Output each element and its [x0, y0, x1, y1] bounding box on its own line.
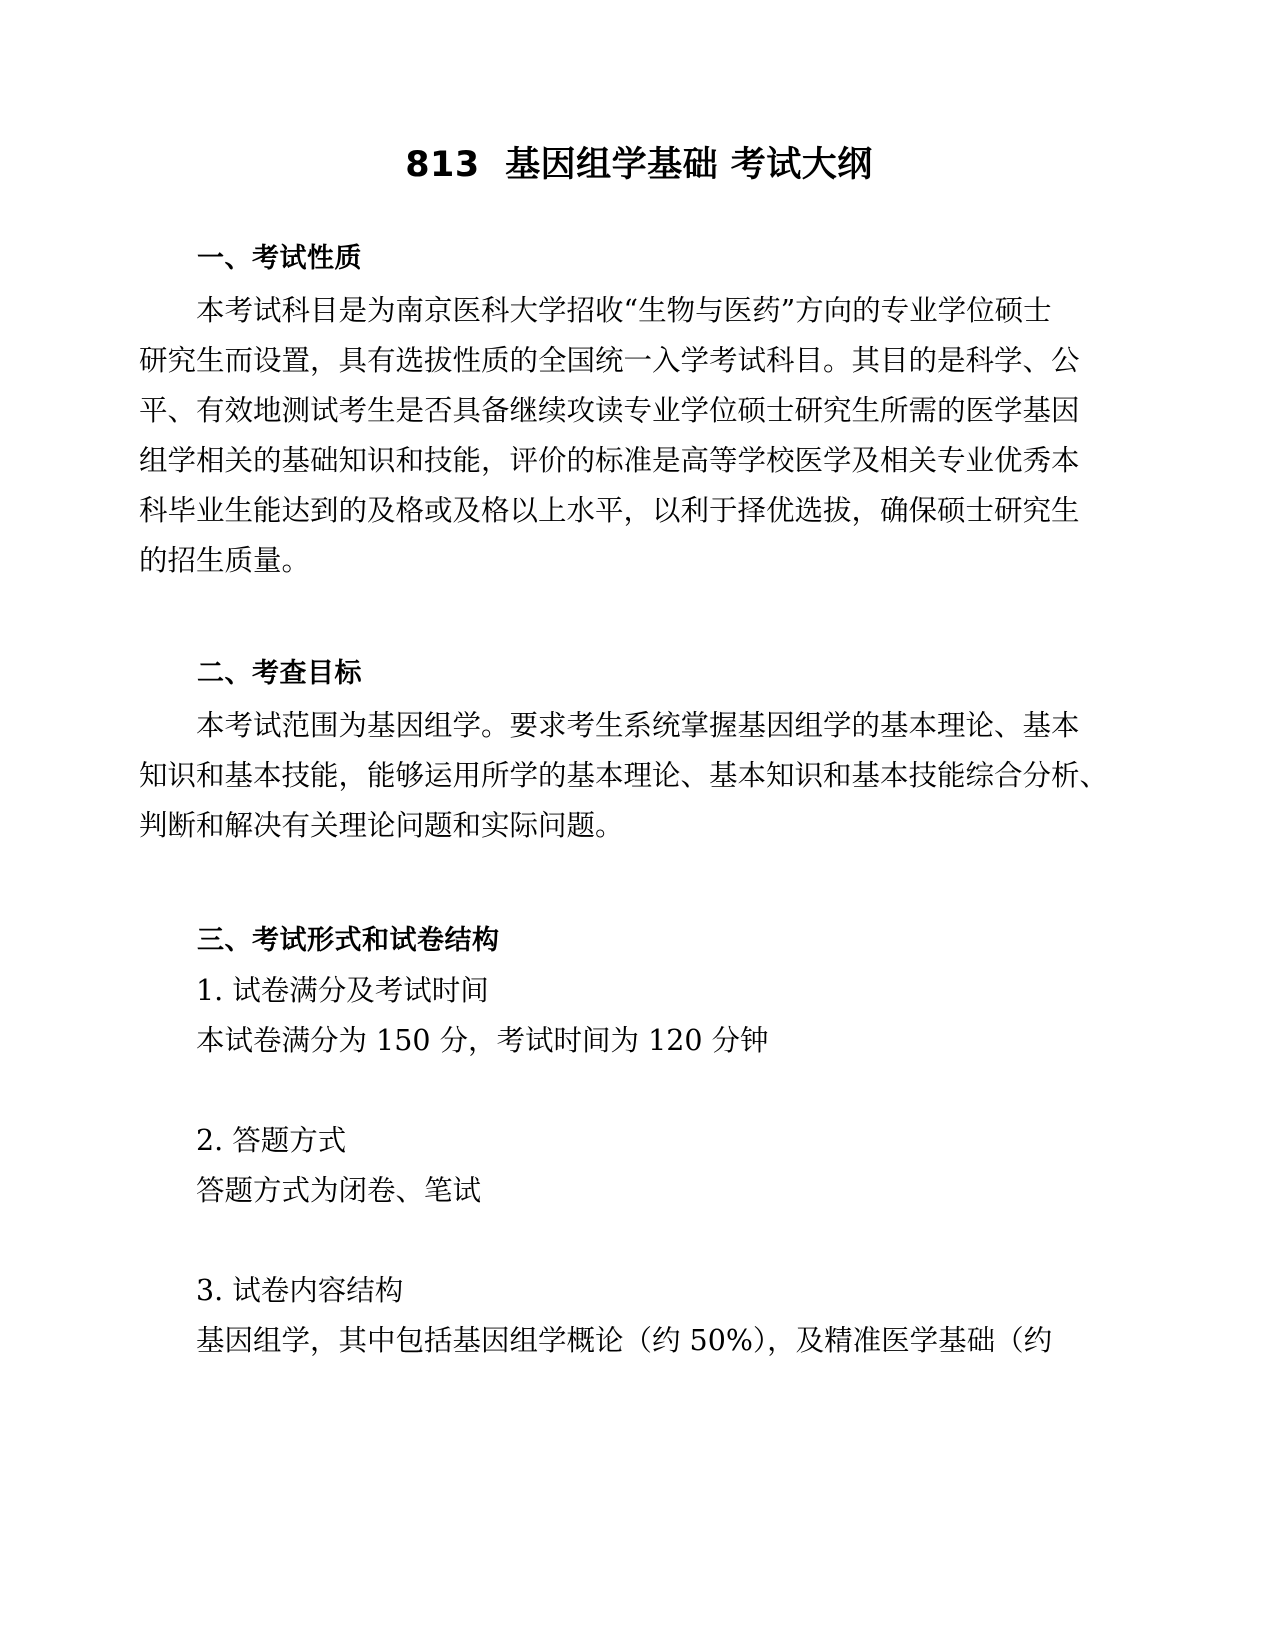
item-body-2: 答题方式为闭卷、笔试 — [196, 1174, 482, 1207]
paragraph-line: 研究生而设置，具有选拔性质的全国统一入学考试科目。其目的是科学、公 — [139, 344, 1080, 377]
spacer — [139, 1066, 1139, 1116]
page-title: 813 基因组学基础 考试大纲 — [405, 145, 873, 185]
item-label-3: 3. 试卷内容结构 — [196, 1274, 404, 1307]
page-content — [139, 0, 1139, 1366]
section-heading-2: 二、考查目标 — [197, 658, 362, 689]
item-body-1: 本试卷满分为 150 分，考试时间为 120 分钟 — [196, 1024, 769, 1057]
paragraph-line: 判断和解决有关理论问题和实际问题。 — [139, 809, 624, 842]
spacer — [139, 586, 1139, 660]
spacer — [139, 851, 1139, 927]
item-label-2: 2. 答题方式 — [196, 1124, 347, 1157]
paragraph-line: 本考试科目是为南京医科大学招收“生物与医药”方向的专业学位硕士 — [196, 294, 1052, 327]
spacer — [139, 183, 1139, 245]
paragraph-line: 科毕业生能达到的及格或及格以上水平，以利于择优选拔，确保硕士研究生 — [139, 494, 1080, 527]
section-heading-3: 三、考试形式和试卷结构 — [197, 925, 500, 956]
paragraph-line: 组学相关的基础知识和技能，评价的标准是高等学校医学及相关专业优秀本 — [139, 444, 1080, 477]
item-body-3: 基因组学，其中包括基因组学概论（约 50%），及精准医学基础（约 — [196, 1324, 1053, 1357]
spacer — [139, 1216, 1139, 1266]
item-label-1: 1. 试卷满分及考试时间 — [196, 974, 489, 1007]
spacer — [139, 272, 1139, 286]
section-heading-1: 一、考试性质 — [197, 243, 362, 274]
paragraph-line: 的招生质量。 — [139, 544, 311, 577]
spacer — [139, 687, 1139, 701]
paragraph-line: 平、有效地测试考生是否具备继续攻读专业学位硕士研究生所需的医学基因 — [139, 394, 1080, 427]
section-1-paragraph — [139, 286, 1139, 586]
section-2-paragraph — [139, 701, 1139, 851]
paragraph-line: 知识和基本技能，能够运用所学的基本理论、基本知识和基本技能综合分析、 — [139, 759, 1109, 792]
paragraph-line: 本考试范围为基因组学。要求考生系统掌握基因组学的基本理论、基本 — [196, 709, 1080, 742]
